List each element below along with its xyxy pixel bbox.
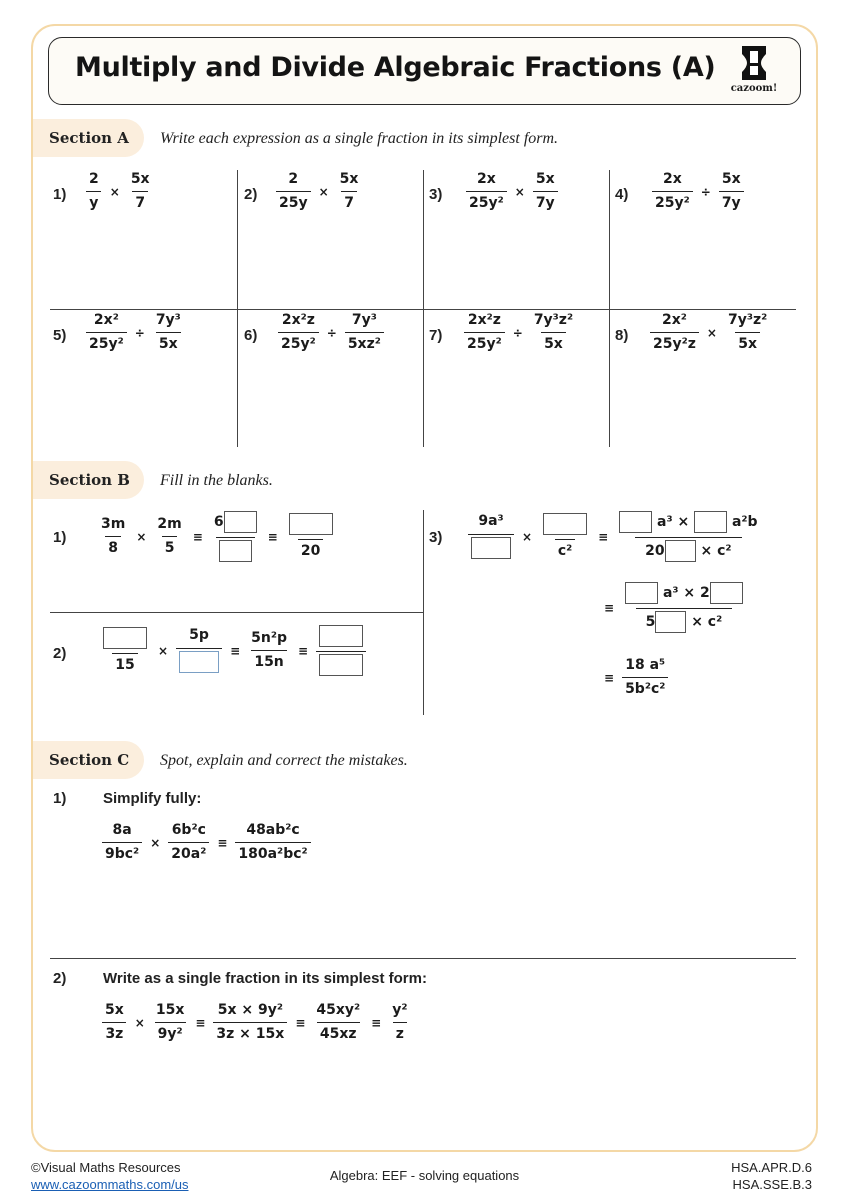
fraction	[650, 313, 699, 353]
answer-box[interactable]	[625, 582, 658, 604]
fraction	[100, 627, 150, 673]
numerator: 2x²z	[467, 312, 501, 328]
denominator: 25y	[276, 191, 311, 211]
fraction	[168, 823, 209, 863]
fraction	[540, 513, 590, 559]
equivalence-sign: ≡	[295, 1015, 306, 1030]
denominator: 15n	[251, 650, 286, 670]
answer-box[interactable]	[289, 513, 333, 535]
numerator-part: a²b	[731, 514, 758, 530]
question-expression	[102, 823, 311, 863]
denominator: 25y²	[464, 332, 505, 352]
denominator: 25y²	[278, 332, 319, 352]
question-expression	[464, 313, 576, 353]
page-title: Multiply and Divide Algebraic Fractions (A)	[75, 52, 716, 83]
denominator: 25y²z	[650, 332, 699, 352]
denominator-part: × c²	[700, 543, 732, 559]
numerator: y²	[392, 1002, 408, 1018]
numerator: 5x	[339, 171, 359, 187]
title-box	[48, 37, 801, 105]
denominator: 5x	[735, 332, 760, 352]
denominator: 7	[132, 191, 148, 211]
operator: ÷	[700, 184, 711, 199]
numerator: 5x	[535, 171, 555, 187]
answer-box[interactable]	[543, 513, 587, 535]
denominator: 180a²bc²	[235, 842, 310, 862]
question-expression	[650, 313, 770, 353]
operator: ÷	[326, 325, 337, 340]
question-expression	[102, 1003, 410, 1043]
numerator: 2x²z	[281, 312, 315, 328]
denominator: 45xz	[317, 1022, 360, 1042]
operator: ×	[158, 643, 169, 658]
answer-box[interactable]	[471, 537, 511, 559]
denominator: 5	[162, 536, 178, 556]
denominator: 3z	[102, 1022, 126, 1042]
numerator: 2m	[157, 515, 182, 532]
fraction	[248, 631, 290, 671]
fraction	[345, 313, 384, 353]
section-b-tab: Section B	[33, 461, 144, 499]
fraction	[464, 313, 505, 353]
question-number: 2)	[244, 186, 258, 203]
question-expression	[466, 172, 558, 212]
answer-box[interactable]	[219, 540, 252, 562]
question-number: 6)	[244, 327, 258, 344]
footer-copyright: ©Visual Maths Resources	[31, 1160, 181, 1175]
logo-text: cazoom!	[730, 83, 778, 94]
operator: ×	[134, 1015, 145, 1030]
question-expression	[86, 313, 184, 353]
fraction	[531, 313, 576, 353]
section-c-instruction: Spot, explain and correct the mistakes.	[160, 752, 408, 769]
grid-divider	[50, 958, 796, 959]
cazoom-logo	[721, 45, 787, 99]
numerator: 3m	[101, 515, 126, 532]
fraction	[468, 514, 514, 558]
fraction	[466, 172, 507, 212]
numerator: 6b²c	[171, 822, 206, 838]
fraction	[211, 511, 260, 562]
question-number: 1)	[53, 529, 67, 546]
question-number: 4)	[615, 186, 629, 203]
denominator: 9y²	[155, 1022, 186, 1042]
numerator: 18 a⁵	[625, 657, 666, 673]
fraction	[616, 511, 760, 562]
numerator: 7y³z²	[727, 312, 768, 328]
denominator: c²	[555, 539, 575, 559]
question-expression	[468, 511, 761, 562]
fraction	[98, 517, 128, 557]
question-number: 2)	[53, 645, 67, 662]
denominator: 9bc²	[102, 842, 142, 862]
answer-box[interactable]	[179, 651, 219, 673]
answer-box[interactable]	[619, 511, 652, 533]
fraction	[213, 1003, 287, 1043]
denominator: 25y²	[466, 191, 507, 211]
question-number: 5)	[53, 327, 67, 344]
footer-topic: Algebra: EEF - solving equations	[329, 1168, 520, 1183]
fraction	[153, 313, 184, 353]
numerator: 8a	[112, 822, 132, 838]
fraction	[622, 658, 668, 698]
fraction	[652, 172, 693, 212]
fraction	[389, 1003, 410, 1043]
fraction	[86, 313, 127, 353]
fraction	[533, 172, 558, 212]
footer-standard: HSA.APR.D.6	[731, 1160, 812, 1175]
answer-box[interactable]	[665, 540, 696, 562]
question-number: 3)	[429, 529, 443, 546]
numerator: 7y³	[155, 312, 181, 328]
numerator: 5n²p	[251, 629, 287, 646]
answer-box[interactable]	[655, 611, 686, 633]
question-number: 8)	[615, 327, 629, 344]
question-expression	[604, 658, 668, 698]
fraction	[102, 1003, 127, 1043]
grid-divider	[423, 510, 424, 715]
numerator: 6	[213, 514, 224, 530]
equivalence-sign: ≡	[195, 1015, 206, 1030]
fraction	[313, 1003, 363, 1043]
numerator: 7y³z²	[533, 312, 574, 328]
grid-divider	[50, 612, 423, 613]
denominator-part: 20	[645, 543, 665, 559]
numerator: 2	[89, 171, 99, 187]
fraction	[102, 823, 142, 863]
operator: ÷	[134, 325, 145, 340]
denominator: 5x	[541, 332, 566, 352]
grid-divider	[50, 309, 796, 310]
denominator: 7	[341, 191, 357, 211]
denominator-part: 5	[645, 614, 656, 630]
question-number: 2)	[53, 970, 67, 987]
equivalence-sign: ≡	[604, 600, 615, 615]
fraction	[719, 172, 744, 212]
fraction	[316, 625, 366, 676]
fraction	[725, 313, 770, 353]
question-number: 3)	[429, 186, 443, 203]
question-expression	[100, 625, 366, 676]
question-number: 1)	[53, 790, 67, 807]
operator: ×	[109, 184, 120, 199]
equivalence-sign: ≡	[298, 643, 309, 658]
denominator: y	[86, 191, 101, 211]
cazoom-logo-icon	[741, 45, 767, 81]
numerator: 2x	[662, 171, 682, 187]
equivalence-sign: ≡	[217, 835, 228, 850]
numerator: 2x²	[661, 312, 687, 328]
answer-box[interactable]	[103, 627, 147, 649]
denominator: z	[393, 1022, 407, 1042]
footer-standard: HSA.SSE.B.3	[732, 1177, 812, 1192]
numerator: 2x	[476, 171, 496, 187]
answer-box[interactable]	[694, 511, 727, 533]
question-expression	[652, 172, 744, 212]
numerator: 5x × 9y²	[217, 1002, 283, 1018]
section-a-instruction: Write each expression as a single fraction in its simplest form.	[160, 130, 559, 147]
numerator: 15x	[155, 1002, 185, 1018]
denominator: 15	[112, 653, 137, 673]
denominator: 20	[298, 539, 323, 559]
denominator-part: × c²	[691, 614, 723, 630]
numerator: 9a³	[478, 513, 504, 530]
equivalence-sign: ≡	[267, 529, 278, 544]
numerator: 2x²	[93, 312, 119, 328]
denominator: 25y²	[86, 332, 127, 352]
question-number: 1)	[53, 186, 67, 203]
equivalence-sign: ≡	[192, 529, 203, 544]
denominator: 8	[105, 536, 121, 556]
question-prompt: Write as a single fraction in its simplest form:	[103, 970, 427, 987]
numerator: 5x	[105, 1002, 124, 1018]
answer-box[interactable]	[319, 625, 363, 647]
equivalence-sign: ≡	[604, 670, 615, 685]
fraction	[154, 517, 184, 557]
numerator: 2	[288, 171, 299, 187]
question-number: 7)	[429, 327, 443, 344]
denominator: 5x	[156, 332, 181, 352]
equivalence-sign: ≡	[598, 529, 609, 544]
answer-box[interactable]	[319, 654, 363, 676]
fraction	[337, 172, 362, 212]
numerator: 5p	[189, 627, 209, 644]
answer-box[interactable]	[710, 582, 743, 604]
operator: ×	[318, 184, 329, 199]
operator: ÷	[512, 325, 523, 340]
operator: ×	[136, 529, 147, 544]
question-expression	[276, 172, 361, 212]
denominator: 20a²	[168, 842, 209, 862]
operator: ×	[706, 325, 717, 340]
fraction	[128, 172, 153, 212]
question-expression	[604, 582, 746, 633]
operator: ×	[150, 835, 161, 850]
denominator: 5b²c²	[622, 677, 668, 697]
numerator: 48ab²c	[246, 822, 300, 838]
footer-url-link[interactable]: www.cazoommaths.com/us	[31, 1177, 189, 1192]
fraction	[153, 1003, 188, 1043]
fraction	[276, 172, 311, 212]
question-expression	[86, 172, 153, 212]
fraction	[286, 513, 336, 559]
question-prompt: Simplify fully:	[103, 790, 202, 807]
answer-box[interactable]	[224, 511, 257, 533]
denominator: 7y	[533, 191, 558, 211]
fraction	[176, 628, 222, 672]
section-b-instruction: Fill in the blanks.	[160, 472, 273, 489]
fraction	[622, 582, 746, 633]
fraction	[278, 313, 319, 353]
section-a-tab: Section A	[33, 119, 144, 157]
numerator: 7y³	[351, 312, 377, 328]
denominator: 3z × 15x	[213, 1022, 287, 1042]
operator: ×	[514, 184, 525, 199]
numerator-part: a³ × 2	[662, 585, 710, 601]
denominator: 5xz²	[345, 332, 384, 352]
section-c-tab: Section C	[33, 741, 144, 779]
numerator: 5x	[130, 171, 150, 187]
denominator: 25y²	[652, 191, 693, 211]
fraction	[86, 172, 102, 212]
equivalence-sign: ≡	[371, 1015, 382, 1030]
fraction	[235, 823, 310, 863]
numerator: 5x	[721, 171, 741, 187]
equivalence-sign: ≡	[230, 643, 241, 658]
operator: ×	[522, 529, 533, 544]
denominator: 7y	[719, 191, 744, 211]
question-expression	[278, 313, 384, 353]
numerator: 45xy²	[316, 1002, 361, 1018]
question-expression	[98, 511, 336, 562]
numerator-part: a³ ×	[657, 514, 690, 530]
